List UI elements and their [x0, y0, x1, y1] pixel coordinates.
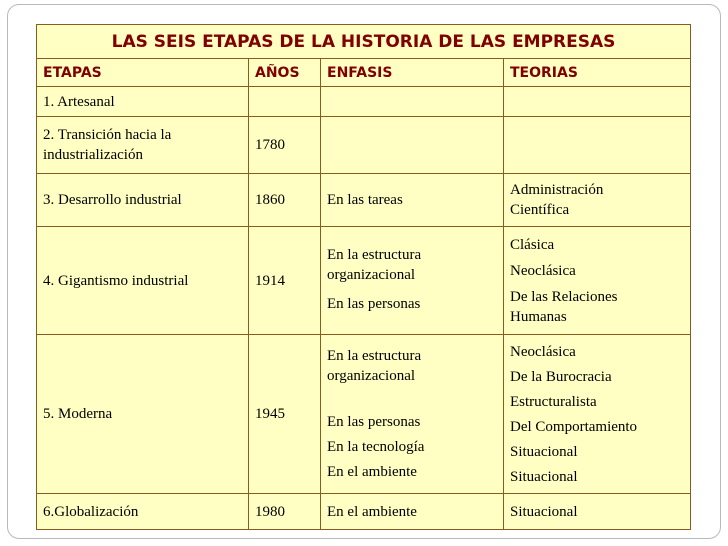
table-title: LAS SEIS ETAPAS DE LA HISTORIA DE LAS EMPRESAS — [37, 25, 691, 59]
enfasis-cell — [321, 494, 504, 530]
enfasis-line: En las personas — [327, 295, 421, 312]
header-anios: AÑOS — [249, 59, 321, 87]
etapa-line: industrialización — [43, 147, 143, 163]
etapa-line: 5. Moderna — [43, 406, 113, 422]
table-row — [37, 227, 691, 335]
title-row — [37, 25, 691, 59]
anio-cell: 1945 — [249, 335, 321, 494]
etapa-line: 4. Gigantismo industrial — [43, 272, 189, 289]
teoria-line: De las Relaciones — [510, 288, 618, 305]
enfasis-line: En la tecnología — [327, 439, 425, 455]
header-etapas: ETAPAS — [37, 59, 249, 87]
table-row — [37, 335, 691, 494]
teorias-cell — [504, 117, 691, 174]
enfasis-cell — [321, 174, 504, 227]
anio-cell: 1780 — [249, 117, 321, 174]
etapa-cell — [37, 227, 249, 335]
teoria-line: Científica — [510, 202, 570, 218]
table-row — [37, 87, 691, 117]
teoria-line: Neoclásica — [510, 343, 576, 360]
enfasis-line: En el ambiente — [327, 503, 417, 520]
header-teorias: TEORIAS — [504, 59, 691, 87]
teorias-cell — [504, 174, 691, 227]
etapa-line: 2. Transición hacia la — [43, 127, 172, 143]
etapa-line: 3. Desarrollo industrial — [43, 192, 182, 208]
teoria-line: Clásica — [510, 236, 555, 253]
anio-cell: 1980 — [249, 494, 321, 530]
enfasis-line: organizacional — [327, 368, 416, 384]
enfasis-line: En las tareas — [327, 192, 403, 208]
table-row — [37, 117, 691, 174]
enfasis-line: En las personas — [327, 414, 421, 430]
anio-cell: 1860 — [249, 174, 321, 227]
enfasis-line: En la estructura — [327, 348, 422, 364]
etapa-cell — [37, 117, 249, 174]
teoria-line: Administración — [510, 182, 604, 198]
header-enfasis: ENFASIS — [321, 59, 504, 87]
header-row — [37, 59, 691, 87]
enfasis-cell — [321, 87, 504, 117]
etapa-line: 1. Artesanal — [43, 93, 115, 110]
table-row — [37, 494, 691, 530]
etapa-cell — [37, 87, 249, 117]
etapa-cell — [37, 494, 249, 530]
spacer — [327, 386, 497, 412]
teoria-line: Del Comportamiento — [510, 418, 638, 435]
teoria-line: De la Burocracia — [510, 368, 612, 385]
enfasis-line: organizacional — [327, 266, 416, 283]
enfasis-line: En el ambiente — [327, 464, 417, 480]
teoria-line: Humanas — [510, 308, 567, 325]
teorias-cell — [504, 227, 691, 335]
etapa-cell — [37, 174, 249, 227]
etapa-line: 6.Globalización — [43, 503, 139, 520]
enfasis-cell — [321, 117, 504, 174]
teorias-cell — [504, 87, 691, 117]
teoria-line: Neoclásica — [510, 262, 576, 279]
teoria-line: Estructuralista — [510, 393, 597, 410]
table-row — [37, 174, 691, 227]
teoria-line: Situacional — [510, 443, 578, 460]
teorias-cell — [504, 494, 691, 530]
enfasis-line: En la estructura — [327, 246, 422, 263]
enfasis-cell — [321, 335, 504, 494]
anio-cell: 1914 — [249, 227, 321, 335]
etapa-cell — [37, 335, 249, 494]
history-table — [36, 24, 691, 530]
anio-cell — [249, 87, 321, 117]
teoria-line: Situacional — [510, 503, 578, 520]
teorias-cell — [504, 335, 691, 494]
teoria-line: Situacional — [510, 468, 578, 485]
enfasis-cell — [321, 227, 504, 335]
